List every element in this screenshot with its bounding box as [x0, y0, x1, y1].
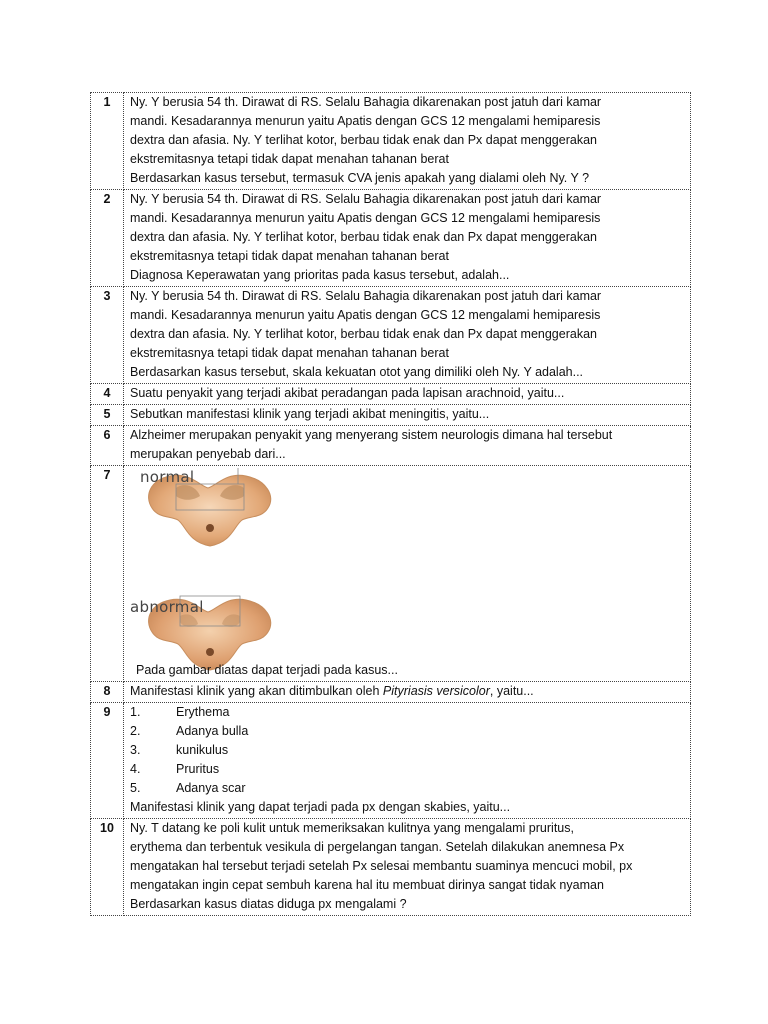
- question-row: [91, 819, 691, 916]
- text-line: mandi. Kesadarannya menurun yaitu Apatis dengan GCS 12 mengalami hemiparesis: [130, 308, 601, 322]
- question-text: [124, 384, 691, 405]
- text-line: Alzheimer merupakan penyakit yang menyerang sistem neurologis dimana hal tersebut: [130, 428, 613, 442]
- option-number: 1.: [130, 705, 141, 719]
- text-line: mengatakan hal tersebut terjadi setelah Px selesai membantu suaminya mencuci mobil, px: [130, 859, 633, 873]
- text-line: Ny. Y berusia 54 th. Dirawat di RS. Selalu Bahagia dikarenakan post jatuh dari kamar: [130, 192, 602, 206]
- question-text: [124, 819, 691, 916]
- question-row: [91, 190, 691, 287]
- option-item: [130, 779, 686, 798]
- text-part: , yaitu...: [489, 684, 534, 698]
- question-text: [124, 93, 691, 190]
- text-line: Ny. Y berusia 54 th. Dirawat di RS. Selalu Bahagia dikarenakan post jatuh dari kamar: [130, 95, 602, 109]
- normal-label: normal: [140, 468, 195, 486]
- text-line: Berdasarkan kasus tersebut, termasuk CVA jenis apakah yang dialami oleh Ny. Y ?: [130, 171, 590, 185]
- option-item: [130, 741, 686, 760]
- question-text: [124, 426, 691, 466]
- option-number: 2.: [130, 724, 141, 738]
- question-number: 8: [91, 682, 124, 703]
- question-row: [91, 703, 691, 819]
- question-number: 2: [91, 190, 124, 287]
- option-text: Pruritus: [176, 762, 220, 776]
- question-text: [124, 287, 691, 384]
- option-number: 3.: [130, 743, 141, 757]
- question-number: 4: [91, 384, 124, 405]
- text-line: mengatakan ingin cepat sembuh karena hal itu membuat dirinya sangat tidak nyaman: [130, 878, 604, 892]
- option-item: [130, 703, 686, 722]
- option-text: Adanya scar: [176, 781, 246, 795]
- text-line: Berdasarkan kasus tersebut, skala kekuatan otot yang dimiliki oleh Ny. Y adalah...: [130, 365, 584, 379]
- question-number: 7: [91, 466, 124, 682]
- question-row: [91, 405, 691, 426]
- text-line: ekstremitasnya tetapi tidak dapat menahan tahanan berat: [130, 249, 449, 263]
- option-item: [130, 722, 686, 741]
- question-row: [91, 93, 691, 190]
- normal-spinal-cord-image: [130, 466, 290, 556]
- text-line: Manifestasi klinik yang dapat terjadi pada px dengan skabies, yaitu...: [130, 800, 511, 814]
- text-line: Suatu penyakit yang terjadi akibat peradangan pada lapisan arachnoid, yaitu...: [130, 386, 565, 400]
- text-line: Sebutkan manifestasi klinik yang terjadi akibat meningitis, yaitu...: [130, 407, 490, 421]
- spinal-cord-figure: [130, 466, 686, 680]
- question-text: [124, 682, 691, 703]
- option-number: 5.: [130, 781, 141, 795]
- text-line: mandi. Kesadarannya menurun yaitu Apatis dengan GCS 12 mengalami hemiparesis: [130, 211, 601, 225]
- question-text: [124, 190, 691, 287]
- question-number: 5: [91, 405, 124, 426]
- question-number: 10: [91, 819, 124, 916]
- option-item: [130, 760, 686, 779]
- text-line: ekstremitasnya tetapi tidak dapat menahan tahanan berat: [130, 152, 449, 166]
- question-table: [90, 92, 691, 916]
- text-line: Ny. Y berusia 54 th. Dirawat di RS. Selalu Bahagia dikarenakan post jatuh dari kamar: [130, 289, 602, 303]
- text-part: Manifestasi klinik yang akan ditimbulkan oleh: [130, 684, 383, 698]
- text-line: Diagnosa Keperawatan yang prioritas pada kasus tersebut, adalah...: [130, 268, 510, 282]
- option-text: kunikulus: [176, 743, 229, 757]
- question-row: [91, 466, 691, 682]
- option-text: Erythema: [176, 705, 230, 719]
- question-row: [91, 682, 691, 703]
- text-line: erythema dan terbentuk vesikula di pergelangan tangan. Setelah dilakukan anemnesa Px: [130, 840, 625, 854]
- question-number: 6: [91, 426, 124, 466]
- abnormal-label: abnormal: [130, 598, 204, 616]
- question-row: [91, 384, 691, 405]
- text-line: Berdasarkan kasus diatas diduga px mengalami ?: [130, 897, 407, 911]
- text-line: merupakan penyebab dari...: [130, 447, 286, 461]
- text-line: [130, 682, 686, 701]
- question-number: 9: [91, 703, 124, 819]
- question-text: [124, 703, 691, 819]
- question-text: [124, 405, 691, 426]
- text-line: Ny. T datang ke poli kulit untuk memeriksakan kulitnya yang mengalami pruritus,: [130, 821, 574, 835]
- text-line: dextra dan afasia. Ny. Y terlihat kotor, berbau tidak enak dan Px dapat menggerakan: [130, 230, 597, 244]
- text-line: ekstremitasnya tetapi tidak dapat menahan tahanan berat: [130, 346, 449, 360]
- text-line: dextra dan afasia. Ny. Y terlihat kotor, berbau tidak enak dan Px dapat menggerakan: [130, 133, 597, 147]
- question-row: [91, 287, 691, 384]
- question-number: 3: [91, 287, 124, 384]
- text-line: mandi. Kesadarannya menurun yaitu Apatis dengan GCS 12 mengalami hemiparesis: [130, 114, 601, 128]
- question-row: [91, 426, 691, 466]
- italic-term: Pityriasis versicolor: [382, 684, 490, 698]
- question-prompt: Pada gambar diatas dapat terjadi pada kasus...: [136, 663, 398, 677]
- option-text: Adanya bulla: [176, 724, 249, 738]
- question-number: 1: [91, 93, 124, 190]
- question-text: [124, 466, 691, 682]
- option-number: 4.: [130, 762, 141, 776]
- text-line: dextra dan afasia. Ny. Y terlihat kotor, berbau tidak enak dan Px dapat menggerakan: [130, 327, 597, 341]
